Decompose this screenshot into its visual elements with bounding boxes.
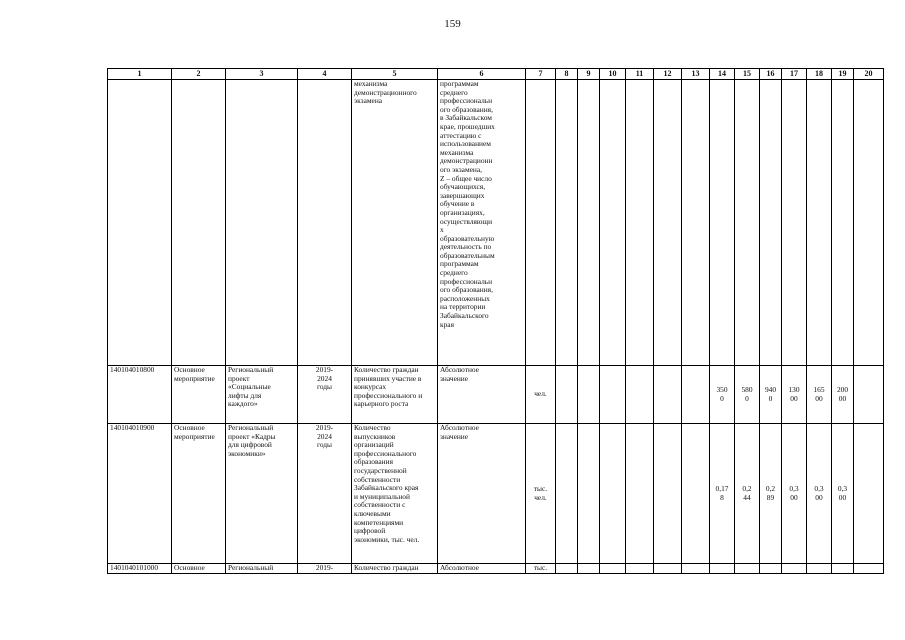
indicators-table — [107, 68, 884, 574]
row-value-18: 0,3 00 — [807, 424, 832, 564]
empty-cell — [654, 366, 682, 424]
empty-cell — [782, 564, 807, 574]
header-cell: 14 — [710, 69, 735, 80]
header-cell: 7 — [526, 69, 556, 80]
header-cell: 1 — [108, 69, 172, 80]
header-cell: 4 — [298, 69, 352, 80]
header-cell: 18 — [807, 69, 832, 80]
empty-cell — [600, 424, 626, 564]
row-type — [172, 80, 226, 366]
row-value-17: 130 00 — [782, 366, 807, 424]
row-code — [108, 80, 172, 366]
row-indicator: Количество граждан принявших участие в конкурсах профессионального и карьерного роста — [352, 366, 438, 424]
row-method: программам среднего профессиональн ого образования, в Забайкальском крае, прошедших аттестацию с использованием механизма демонстрационн ого экзамена, Z – общее число обучающихся, завершающих обучение в организациях, осуществляющи х образовательную деятельность по образовательным программам среднего профессиональн ого образования, расположенных на территории Забайкальского края — [438, 80, 526, 366]
empty-cell — [578, 564, 600, 574]
row-value-14: 350 0 — [710, 366, 735, 424]
table-row — [108, 366, 884, 424]
header-cell: 11 — [626, 69, 654, 80]
empty-cell — [600, 366, 626, 424]
empty-cell — [832, 564, 854, 574]
row-period: 2019- 2024 годы — [298, 366, 352, 424]
header-cell: 16 — [760, 69, 782, 80]
page-number: 159 — [444, 18, 461, 30]
empty-cell — [854, 366, 884, 424]
row-method: Абсолютное значение — [438, 366, 526, 424]
row-period: 2019- — [298, 564, 352, 574]
row-period — [298, 80, 352, 366]
empty-cell — [854, 424, 884, 564]
row-value-16: 940 0 — [760, 366, 782, 424]
empty-cell — [626, 564, 654, 574]
table-row — [108, 564, 884, 574]
empty-cell — [710, 564, 735, 574]
empty-cell — [556, 424, 578, 564]
empty-cell — [556, 564, 578, 574]
header-cell: 5 — [352, 69, 438, 80]
row-method: Абсолютное — [438, 564, 526, 574]
empty-cell — [626, 366, 654, 424]
header-cell: 10 — [600, 69, 626, 80]
row-period: 2019- 2024 годы — [298, 424, 352, 564]
row-code: 140104010900 — [108, 424, 172, 564]
empty-cell — [626, 424, 654, 564]
row-project: Региональный проект «Кадры для цифровой экономики» — [226, 424, 298, 564]
empty-cell — [600, 564, 626, 574]
empty-cell — [682, 564, 710, 574]
header-cell: 19 — [832, 69, 854, 80]
row-value-18 — [807, 80, 832, 366]
row-project — [226, 80, 298, 366]
empty-cell — [854, 564, 884, 574]
empty-cell — [578, 80, 600, 366]
empty-cell — [578, 366, 600, 424]
row-value-14: 0,17 8 — [710, 424, 735, 564]
row-value-16 — [760, 80, 782, 366]
row-indicator: Количество граждан — [352, 564, 438, 574]
row-unit — [526, 80, 556, 366]
empty-cell — [654, 424, 682, 564]
header-cell: 17 — [782, 69, 807, 80]
header-cell: 3 — [226, 69, 298, 80]
empty-cell — [578, 424, 600, 564]
row-value-18: 165 00 — [807, 366, 832, 424]
row-unit: чел. — [526, 366, 556, 424]
row-method: Абсолютное значение — [438, 424, 526, 564]
empty-cell — [654, 564, 682, 574]
row-type: Основное мероприятие — [172, 366, 226, 424]
empty-cell — [807, 564, 832, 574]
row-value-19 — [832, 80, 854, 366]
header-cell: 9 — [578, 69, 600, 80]
row-value-16: 0,2 89 — [760, 424, 782, 564]
empty-cell — [760, 564, 782, 574]
header-cell: 12 — [654, 69, 682, 80]
header-cell: 6 — [438, 69, 526, 80]
row-indicator: механизма демонстрационного экзамена — [352, 80, 438, 366]
header-cell: 20 — [854, 69, 884, 80]
row-value-15: 0,2 44 — [735, 424, 760, 564]
empty-cell — [626, 80, 654, 366]
empty-cell — [654, 80, 682, 366]
empty-cell — [600, 80, 626, 366]
empty-cell — [854, 80, 884, 366]
row-type: Основное мероприятие — [172, 424, 226, 564]
row-indicator: Количество выпускников организаций профессионального образования государственной собственности Забайкальского края и муниципальной собственности с ключевыми компетенциями цифровой экономики, тыс. чел. — [352, 424, 438, 564]
empty-cell — [682, 424, 710, 564]
table-row — [108, 424, 884, 564]
table-row — [108, 80, 884, 366]
row-unit: тыс. чел. — [526, 424, 556, 564]
row-project: Региональный — [226, 564, 298, 574]
empty-cell — [556, 80, 578, 366]
row-value-19: 0,3 00 — [832, 424, 854, 564]
row-value-17: 0,3 00 — [782, 424, 807, 564]
empty-cell — [682, 80, 710, 366]
empty-cell — [556, 366, 578, 424]
row-value-19: 200 00 — [832, 366, 854, 424]
header-cell: 13 — [682, 69, 710, 80]
header-cell: 15 — [735, 69, 760, 80]
row-value-14 — [710, 80, 735, 366]
row-code: 140104010800 — [108, 366, 172, 424]
header-cell: 8 — [556, 69, 578, 80]
empty-cell — [735, 564, 760, 574]
header-row — [108, 69, 884, 80]
row-value-15: 580 0 — [735, 366, 760, 424]
row-type: Основное — [172, 564, 226, 574]
row-code: 140104010100​0 — [108, 564, 172, 574]
row-value-15 — [735, 80, 760, 366]
row-unit: тыс. — [526, 564, 556, 574]
row-project: Региональный проект «Социальные лифты для каждого» — [226, 366, 298, 424]
row-value-17 — [782, 80, 807, 366]
header-cell: 2 — [172, 69, 226, 80]
empty-cell — [682, 366, 710, 424]
